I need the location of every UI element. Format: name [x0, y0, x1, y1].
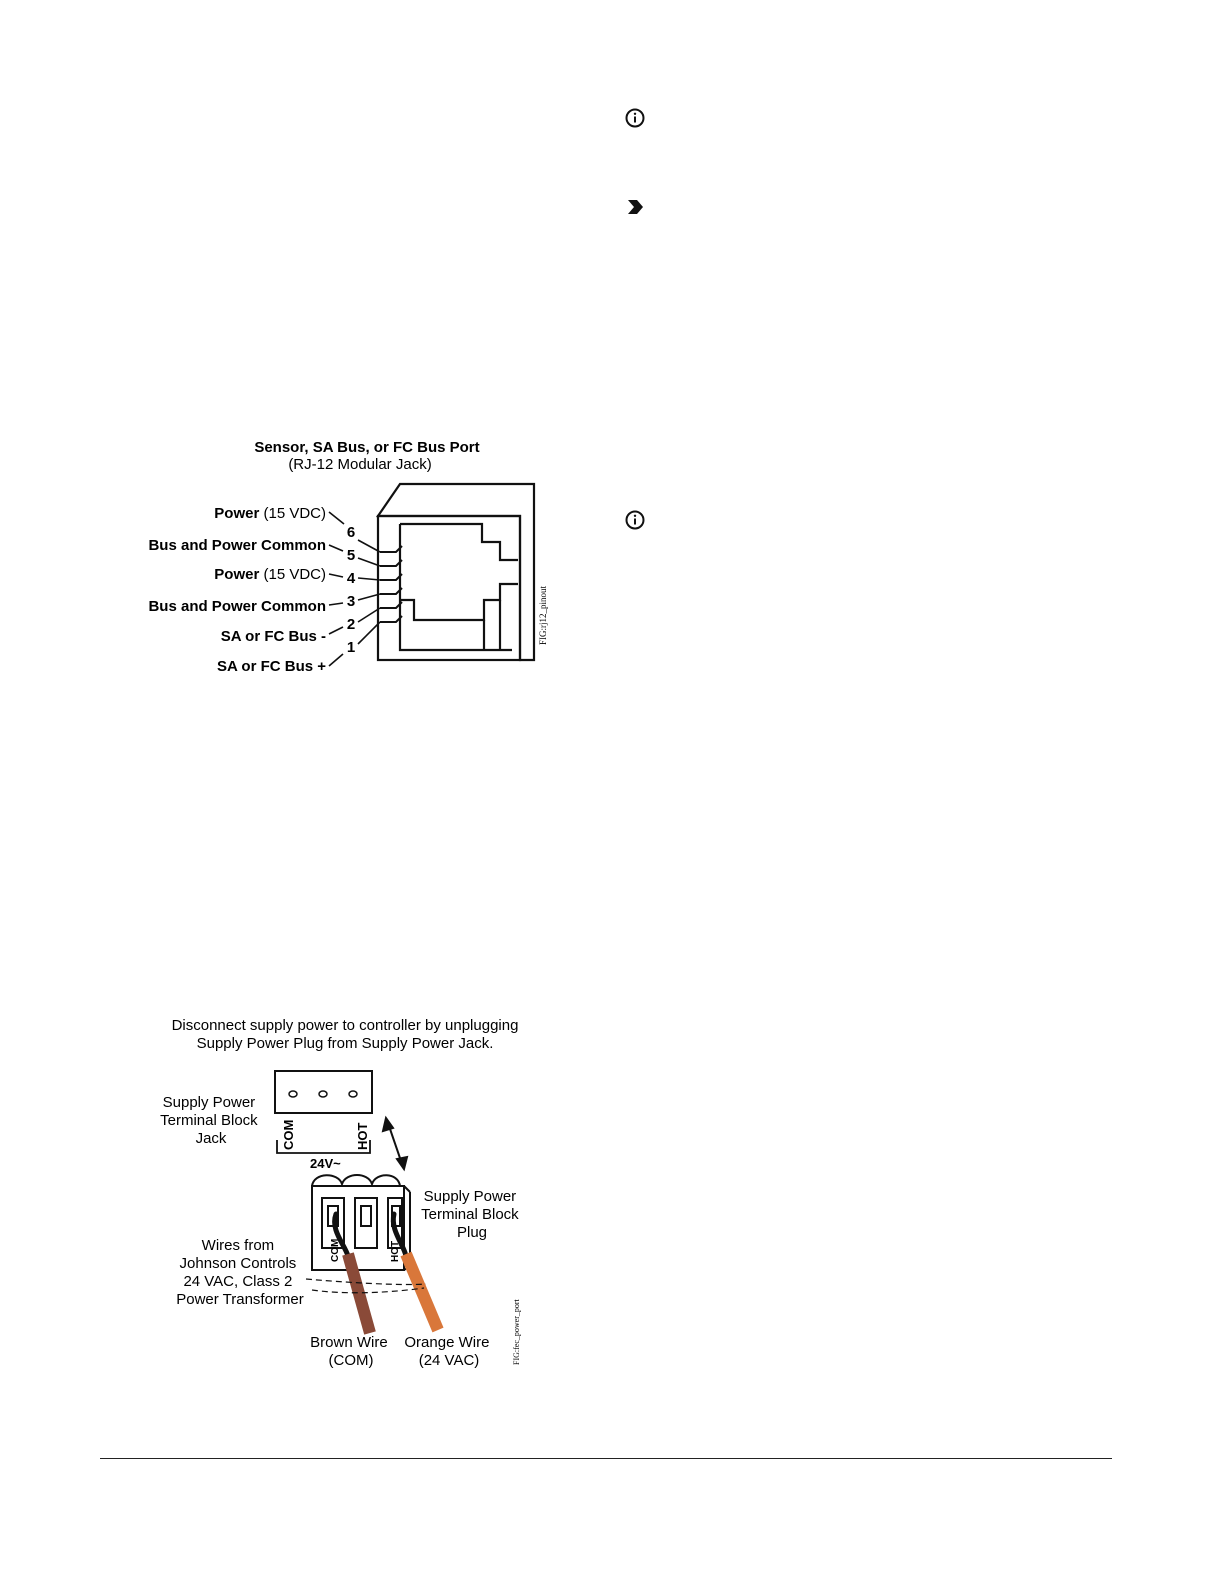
pin-label: Power (15 VDC) [214, 566, 326, 583]
pin-label: SA or FC Bus - [220, 628, 326, 645]
orange-wire-label: Orange Wire (24 VAC) [404, 1334, 490, 1369]
wires-label: Wires from Johnson Controls 24 VAC, Class 2 Power Transformer [176, 1237, 304, 1308]
pin-leader [358, 594, 380, 600]
info-icon [624, 509, 646, 531]
pin-leader [329, 603, 343, 605]
supply-power-figure [150, 1010, 540, 1380]
pin-number: 3 [346, 593, 356, 610]
jack-hot-label: HOT [355, 1122, 370, 1150]
plug-com-label: COM [330, 1238, 341, 1262]
figure1-id: FIG:rj12_pinout [538, 585, 548, 645]
pin-leader [329, 627, 343, 634]
orange-wire-insulation [406, 1254, 438, 1330]
pin-leader [329, 545, 343, 551]
pin-leader [329, 654, 343, 666]
rj12-contacts [380, 546, 402, 622]
pin-leader [358, 540, 380, 552]
pin-leader [358, 608, 380, 622]
plug-label: Supply Power Terminal Block Plug [421, 1188, 519, 1241]
figure2-caption-line1: Disconnect supply power to controller by unplugging [171, 1017, 519, 1034]
pin-label: Bus and Power Common [148, 537, 326, 554]
pin-leader [358, 558, 380, 566]
pin-number: 6 [346, 524, 356, 541]
figure2-caption-line2: Supply Power Plug from Supply Power Jack. [196, 1035, 494, 1052]
pin-label: SA or FC Bus + [216, 658, 326, 675]
pin-label: Power (15 VDC) [214, 505, 326, 522]
brown-wire-label: Brown Wire (COM) [310, 1334, 388, 1369]
chevron-right-icon [626, 198, 646, 216]
rj12-pinout-figure [130, 430, 570, 690]
wires-leader-lines [306, 1279, 426, 1293]
connect-arrow [383, 1118, 407, 1169]
jack-com-label: COM [281, 1119, 296, 1150]
figure1-subtitle: (RJ-12 Modular Jack) [288, 456, 432, 473]
pin-number: 5 [346, 547, 356, 564]
pin-leader [358, 578, 380, 580]
voltage-label: 24V~ [310, 1156, 341, 1171]
jack-label: Supply Power Terminal Block Jack [160, 1094, 258, 1147]
plug-hot-label: HOT [390, 1240, 401, 1262]
info-icon [624, 107, 646, 129]
pin-label: Bus and Power Common [148, 598, 326, 615]
pin-leader [358, 622, 380, 644]
pin-leader [329, 512, 344, 524]
pin-number: 2 [346, 616, 356, 633]
pin-leader [329, 574, 343, 577]
figure2-id: FIG:fec_power_port [512, 1299, 521, 1365]
figure1-title: Sensor, SA Bus, or FC Bus Port [254, 439, 480, 456]
rj12-jack-outline [378, 484, 534, 660]
pin-number: 1 [346, 639, 356, 656]
footer-divider [100, 1458, 1112, 1459]
pin-number: 4 [346, 570, 356, 587]
